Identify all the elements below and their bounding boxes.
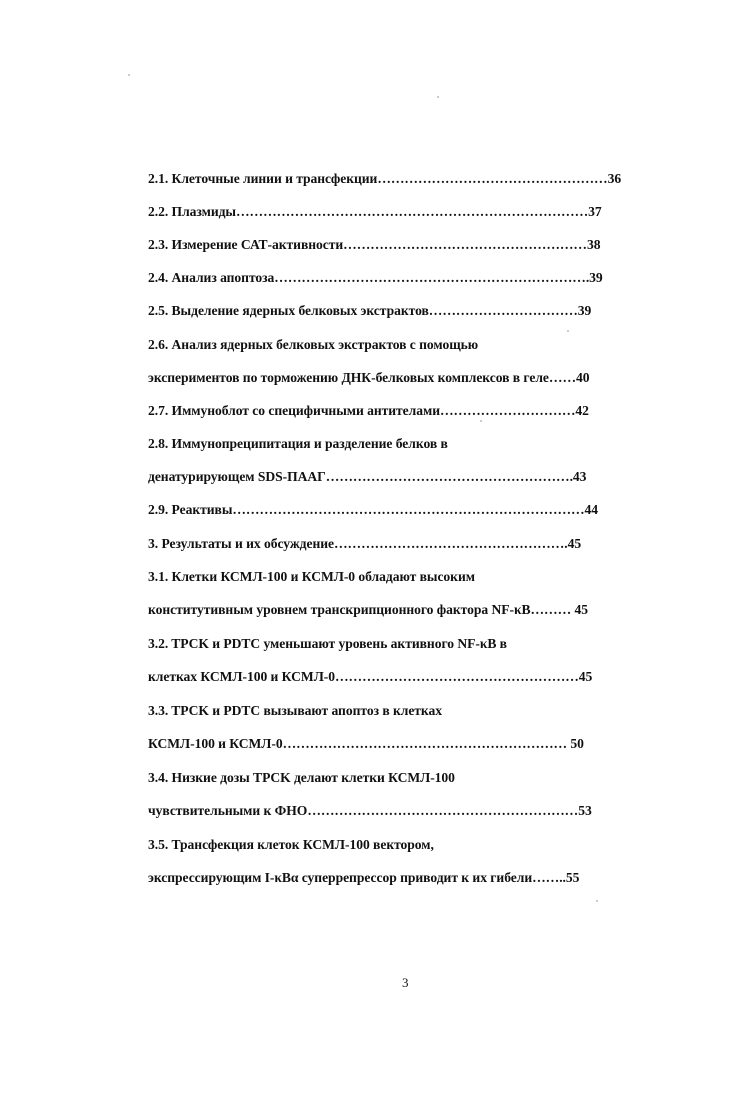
toc-entry-3-4-line-2: чувствительными к ФНО……………………………………………………53 bbox=[148, 803, 592, 818]
toc-entry-2-3: 2.3. Измерение САТ-активности………………………………………………38 bbox=[148, 237, 601, 252]
toc-entry-2-8-line-1: 2.8. Иммунопреципитация и разделение белков в bbox=[148, 436, 448, 451]
scan-speck bbox=[596, 900, 598, 902]
toc-entry-3-2-line-2: клетках КСМЛ-100 и КСМЛ-0………………………………………………45 bbox=[148, 669, 593, 684]
toc-entry-2-1: 2.1. Клеточные линии и трансфекции……………………………………………36 bbox=[148, 171, 622, 186]
toc-entry-2-4: 2.4. Анализ апоптоза…………………………………………………………….39 bbox=[148, 270, 603, 285]
toc-entry-2-2: 2.2. Плазмиды……………………………………………………………………37 bbox=[148, 204, 602, 219]
page-number: 3 bbox=[402, 975, 409, 990]
toc-entry-3-3-line-1: 3.3. TPCK и PDTC вызывают апоптоз в клетках bbox=[148, 703, 443, 718]
toc-entry-2-6-line-1: 2.6. Анализ ядерных белковых экстрактов с помощью bbox=[148, 337, 479, 352]
toc-entry-3-1-line-2: конститутивным уровнем транскрипционного фактора NF-κB……… 45 bbox=[148, 602, 588, 617]
scan-speck bbox=[128, 74, 130, 76]
toc-entry-3: 3. Результаты и их обсуждение…………………………………………….45 bbox=[148, 536, 582, 551]
toc-entry-2-7: 2.7. Иммуноблот со специфичными антителами…………………………42 bbox=[148, 403, 589, 418]
toc-entry-3-5-line-2: экспрессирующим I-κBα суперрепрессор приводит к их гибели……..55 bbox=[148, 870, 580, 885]
toc-entry-3-1-line-1: 3.1. Клетки КСМЛ-100 и КСМЛ-0 обладают высоким bbox=[148, 569, 475, 584]
scan-speck bbox=[437, 96, 439, 98]
toc-entry-2-6-line-2: экспериментов по торможению ДНК-белковых комплексов в геле……40 bbox=[148, 370, 590, 385]
toc-entry-2-5: 2.5. Выделение ядерных белковых экстрактов……………………………39 bbox=[148, 303, 592, 318]
toc-entry-2-9: 2.9. Реактивы……………………………………………………………………44 bbox=[148, 502, 599, 517]
scan-speck bbox=[480, 420, 482, 422]
toc-entry-3-2-line-1: 3.2. TPCK и PDTC уменьшают уровень активного NF-κB в bbox=[148, 636, 507, 651]
toc-entry-3-3-line-2: КСМЛ-100 и КСМЛ-0……………………………………………………… 50 bbox=[148, 736, 584, 751]
scan-speck bbox=[567, 330, 569, 332]
toc-entry-2-8-line-2: денатурирующем SDS-ПААГ……………………………………………….43 bbox=[148, 469, 587, 484]
toc-entry-3-5-line-1: 3.5. Трансфекция клеток КСМЛ-100 вектором, bbox=[148, 837, 434, 852]
toc-entry-3-4-line-1: 3.4. Низкие дозы TPCK делают клетки КСМЛ-100 bbox=[148, 770, 455, 785]
